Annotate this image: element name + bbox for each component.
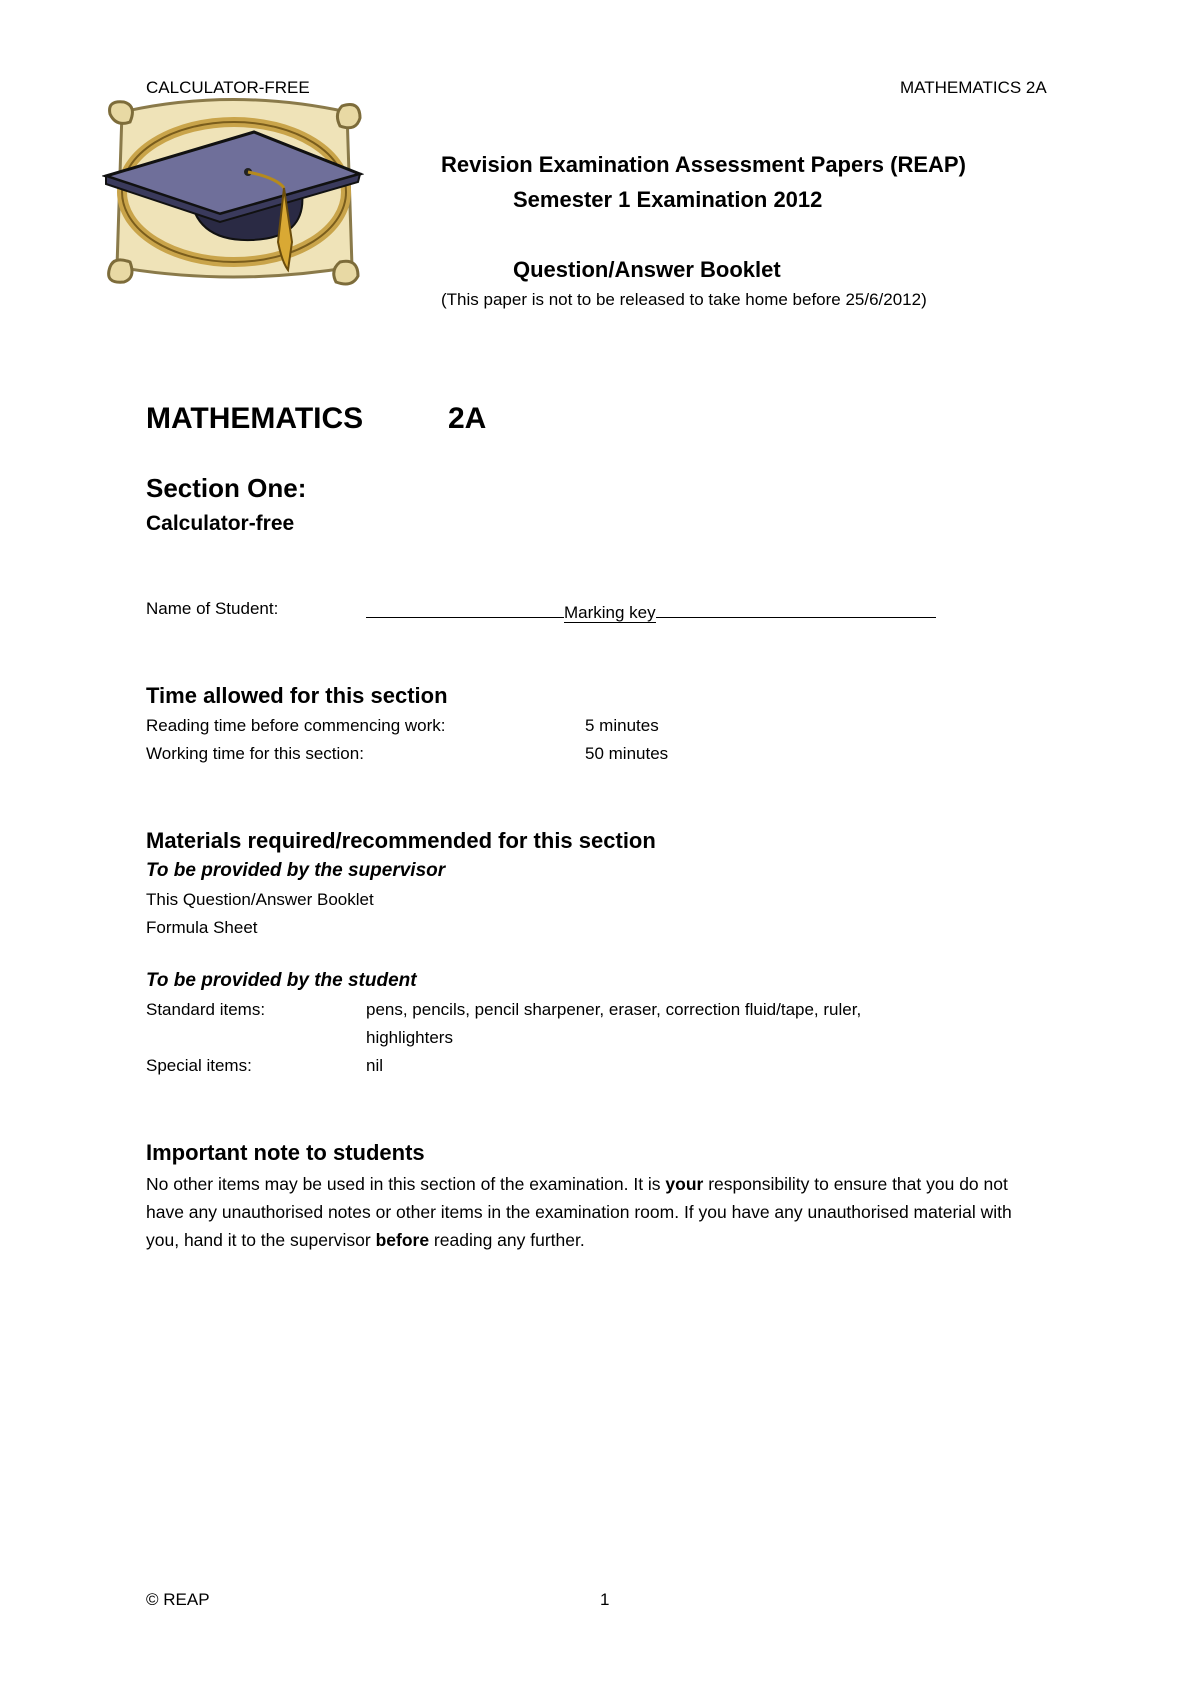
- section-subtitle: Calculator-free: [146, 512, 295, 535]
- special-items-value: nil: [366, 1056, 384, 1075]
- standard-items-value: pens, pencils, pencil sharpener, eraser, correction fluid/tape, ruler,: [366, 1000, 862, 1019]
- important-text-part: No other items may be used in this section of the examination. It is: [146, 1174, 666, 1194]
- student-name-field: [366, 599, 936, 623]
- important-text-part: responsibility to ensure that you do not have any unauthorised notes or other items in the examination room. If you have any unauthorised material with you, hand it to the supervisor: [146, 1174, 1012, 1250]
- page-number: 1: [600, 1590, 610, 1609]
- time-heading: Time allowed for this section: [146, 683, 448, 708]
- working-time-value: 50 minutes: [585, 744, 669, 763]
- important-text: [146, 1170, 1046, 1254]
- important-text-part: reading any further.: [429, 1230, 585, 1250]
- supervisor-item: This Question/Answer Booklet: [146, 890, 374, 909]
- working-time-label: Working time for this section:: [146, 744, 364, 763]
- important-heading: Important note to students: [146, 1140, 425, 1165]
- section-title: Section One:: [146, 473, 307, 503]
- title-line-1: Revision Examination Assessment Papers (REAP): [441, 152, 966, 177]
- blank-line: [656, 599, 936, 618]
- release-note: (This paper is not to be released to take home before 25/6/2012): [441, 290, 927, 309]
- student-name-label: Name of Student:: [146, 599, 279, 618]
- supervisor-heading: To be provided by the supervisor: [146, 860, 446, 881]
- title-line-3: Question/Answer Booklet: [513, 257, 781, 282]
- subject-name: MATHEMATICS: [146, 402, 364, 435]
- footer-copyright: © REAP: [146, 1590, 210, 1609]
- header-left: CALCULATOR-FREE: [146, 78, 310, 97]
- standard-items-label: Standard items:: [146, 1000, 266, 1019]
- standard-items-value-cont: highlighters: [366, 1028, 453, 1047]
- graduation-cap-scroll-icon: [102, 92, 364, 288]
- student-name-value: Marking key: [564, 603, 656, 622]
- important-emphasis: before: [375, 1230, 430, 1250]
- blank-line: [366, 599, 564, 618]
- special-items-label: Special items:: [146, 1056, 252, 1075]
- supervisor-item: Formula Sheet: [146, 918, 258, 937]
- student-items-heading: To be provided by the student: [146, 970, 417, 991]
- important-emphasis: your: [665, 1174, 704, 1194]
- title-line-2: Semester 1 Examination 2012: [513, 187, 823, 212]
- reading-time-label: Reading time before commencing work:: [146, 716, 446, 735]
- header-right: MATHEMATICS 2A: [900, 78, 1047, 97]
- reading-time-value: 5 minutes: [585, 716, 659, 735]
- materials-heading: Materials required/recommended for this section: [146, 828, 656, 853]
- subject-code: 2A: [448, 402, 487, 435]
